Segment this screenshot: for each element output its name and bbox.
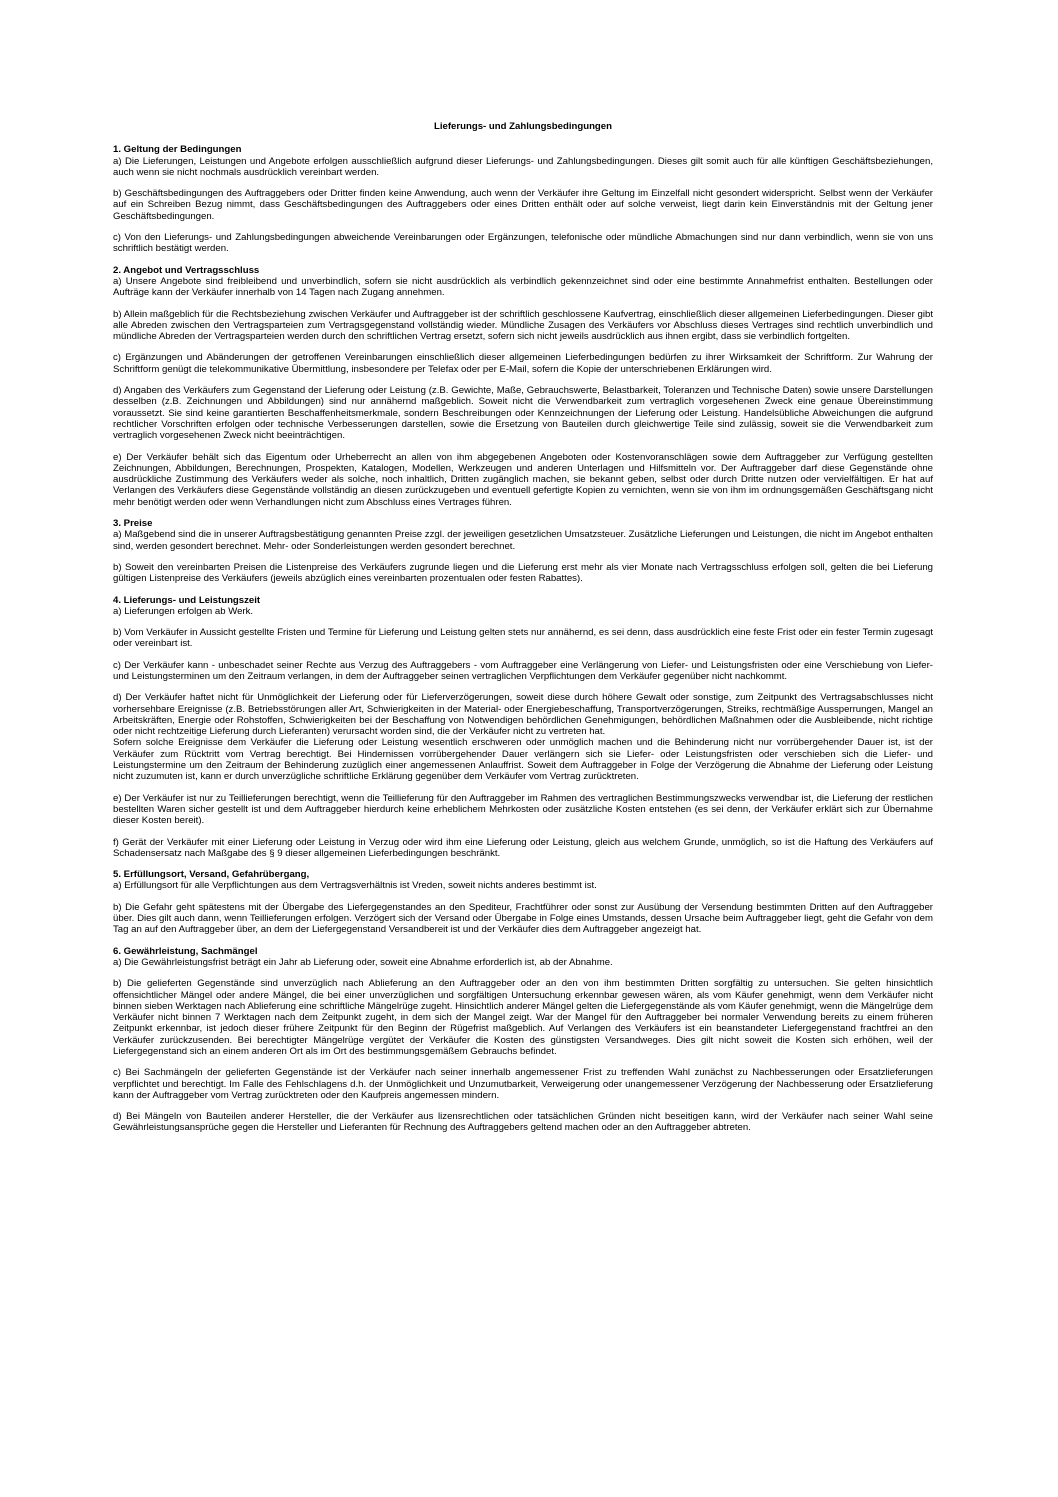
section-paragraph: a) Die Gewährleistungsfrist beträgt ein Jahr ab Lieferung oder, soweit eine Abnahme erforderlich ist, ab der Abnahme. <box>113 956 613 968</box>
section-paragraph: f) Gerät der Verkäufer mit einer Lieferung oder Leistung in Verzug oder wird ihm eine Lieferung oder Leistung, gleich aus welchem Grunde, unmöglich, so ist die Haftung des Verkäufers auf Schadensersatz nach Maßgabe des § 9 dieser allgemeinen Lieferbedingungen beschränkt. <box>113 836 933 859</box>
section-paragraph: e) Der Verkäufer behält sich das Eigentum oder Urheberrecht an allen von ihm abgegebenen Angeboten oder Kostenvoranschlägen sowie dem Auftraggeber zur Verfügung gestellten Zeichnungen, Abbildungen, Berechnungen, Prospekten, Katalogen, Modellen, Werkzeugen und anderen Unterlagen und Hilfsmitteln vor. Der Auftraggeber darf diese Gegenstände ohne ausdrückliche Zustimmung des Verkäufers weder als solche, noch inhaltlich, Dritten zugänglich machen, sie bekannt geben, selbst oder durch Dritte nutzen oder vervielfältigen. Er hat auf Verlangen des Verkäufers diese Gegenstände vollständig an diesen zurückzugeben und eventuell gefertigte Kopien zu vernichten, wenn sie von ihm im ordnungsgemäßen Geschäftsgang nicht mehr benötigt werden oder wenn Verhandlungen nicht zum Abschluss eines Vertrages führen. <box>113 451 933 508</box>
section-title: 5. Erfüllungsort, Versand, Gefahrübergang, <box>113 869 310 881</box>
section-paragraph: b) Vom Verkäufer in Aussicht gestellte Fristen und Termine für Lieferung und Leistung gelten stets nur annähernd, es sei denn, dass ausdrücklich eine feste Frist oder ein fester Termin zugesagt oder vereinbart ist. <box>113 627 933 650</box>
section-paragraph: a) Lieferungen erfolgen ab Werk. <box>113 605 254 617</box>
section-paragraph: Sofern solche Ereignisse dem Verkäufer die Lieferung oder Leistung wesentlich erschweren oder unmöglich machen und die Behinderung nicht nur vorrübergehender Dauer ist, ist der Verkäufer zum Rücktritt vom Vertrag berechtigt. Bei Hindernissen vorrübergehender Dauer verlängern sich sie Liefer- oder Leistungsfristen oder verschieben sich die Liefer- und Leistungstermine um den Zeitraum der Behinderung zuzüglich einer angemessenen Anlauffrist. Soweit dem Auftraggeber in Folge der Verzögerung die Abnahme der Lieferung oder Leistung nicht zuzumuten ist, kann er durch unverzügliche schriftliche Erklärung gegenüber dem Verkäufer vom Vertrag zurücktreten. <box>113 737 933 783</box>
section-paragraph: d) Angaben des Verkäufers zum Gegenstand der Lieferung oder Leistung (z.B. Gewichte, Maße, Gebrauchswerte, Belastbarkeit, Toleranzen und Technische Daten) sowie unsere Darstellungen desselben (z.B. Zeichnungen und Abbildungen) sind nur annähernd maßgeblich. Soweit nicht die Verwendbarkeit zum vertraglich vorgesehenen Zweck eine genaue Übereinstimmung voraussetzt. Sie sind keine garantierten Beschaffenheitsmerkmale, sondern Beschreibungen oder Kennzeichnungen der Lieferung oder Leistung. Handelsübliche Abweichungen die aufgrund rechtlicher Vorschriften erfolgen oder technische Verbesserungen darstellen, sowie die Ersetzung von Bauteilen durch gleichwertige Teile sind zulässig, soweit sie die Verwendbarkeit zum vertraglich vorgesehenen Zweck nicht beeinträchtigen. <box>113 385 933 442</box>
section-title: 2. Angebot und Vertragsschluss <box>113 264 260 276</box>
section <box>113 144 933 254</box>
section <box>113 518 933 584</box>
section-paragraph: a) Maßgebend sind die in unserer Auftragsbestätigung genannten Preise zzgl. der jeweiligen gesetzlichen Umsatzsteuer. Zusätzliche Lieferungen und Leistungen, die nicht im Angebot enthalten sind, werden gesondert berechnet. Mehr- oder Sonderleistungen werden gesondert berechnet. <box>113 529 933 552</box>
section-paragraph: c) Von den Lieferungs- und Zahlungsbedingungen abweichende Vereinbarungen oder Ergänzungen, telefonische oder mündliche Abmachungen sind nur dann verbindlich, wenn sie von uns schriftlich bestätigt werden. <box>113 232 933 255</box>
section-title: 4. Lieferungs- und Leistungszeit <box>113 594 261 606</box>
section-paragraph: d) Bei Mängeln von Bauteilen anderer Hersteller, die der Verkäufer aus lizensrechtlichen oder tatsächlichen Gründen nicht beseitigen kann, wird der Verkäufer nach seiner Wahl seine Gewährleistungsansprüche gegen die Hersteller und Lieferanten für Rechnung des Auftraggebers geltend machen oder an den Auftraggeber abtreten. <box>113 1111 933 1134</box>
section-title: 6. Gewährleistung, Sachmängel <box>113 945 258 957</box>
section <box>113 869 933 935</box>
document-page <box>113 121 933 1144</box>
section-paragraph: b) Allein maßgeblich für die Rechtsbeziehung zwischen Verkäufer und Auftraggeber ist der schriftlich geschlossene Kaufvertrag, einschließlich dieser allgemeinen Lieferbedingungen. Dieser gibt alle Abreden zwischen den Vertragsparteien zum Vertragsgegenstand vollständig wieder. Mündliche Zusagen des Verkäufers vor Abschluss dieses Vertrages sind rechtlich unverbindlich und mündliche Abreden der Vertragsparteien werden durch den schriftlichen Vertrag ersetzt, sofern sich nicht jeweils ausdrücklich aus ihnen ergibt, dass sie verbindlich fortgelten. <box>113 308 933 343</box>
section-paragraph: a) Unsere Angebote sind freibleibend und unverbindlich, sofern sie nicht ausdrücklich als verbindlich gekennzeichnet sind oder eine bestimmte Annahmefrist enthalten. Bestellungen oder Aufträge kann der Verkäufer innerhalb von 14 Tagen nach Zugang annehmen. <box>113 275 933 299</box>
section-paragraph: c) Ergänzungen und Abänderungen der getroffenen Vereinbarungen einschließlich dieser allgemeinen Lieferbedingungen bedürfen zu ihrer Wirksamkeit der Schriftform. Zur Wahrung der Schriftform genügt die telekommunikative Übermittlung, insbesondere per Telefax oder per E-Mail, sofern die Kopie der unterschriebenen Erklärungen wird. <box>113 352 933 375</box>
section-paragraph: c) Der Verkäufer kann - unbeschadet seiner Rechte aus Verzug des Auftraggebers - vom Auftraggeber eine Verlängerung von Liefer- und Leistungsfristen oder eine Verschiebung von Liefer- und Leistungsterminen um den Zeitraum verlangen, in dem der Auftraggeber seinen vertraglichen Verpflichtungen dem Verkäufer gegenüber nicht nachkommt. <box>113 659 933 682</box>
section-paragraph: b) Die Gefahr geht spätestens mit der Übergabe des Liefergegenstandes an den Spediteur, Frachtführer oder sonst zur Ausübung der Versendung bestimmten Dritten auf den Auftraggeber über. Dies gilt auch dann, wenn Teillieferungen erfolgen. Verzögert sich der Versand oder Übergabe in Folge eines Umstands, dessen Ursache beim Auftraggeber liegt, geht die Gefahr von dem Tag an auf den Auftraggeber über, an dem der Liefergegenstand Versandbereit ist und der Verkäufer dies dem Auftraggeber angezeigt hat. <box>113 901 933 936</box>
section <box>113 265 933 508</box>
section-paragraph: a) Die Lieferungen, Leistungen und Angebote erfolgen ausschließlich aufgrund dieser Lieferungs- und Zahlungsbedingungen. Dieses gilt somit auch für alle künftigen Geschäftsbeziehungen, auch wenn sie nicht nochmals ausdrücklich vereinbart werden. <box>113 155 933 178</box>
section-paragraph: d) Der Verkäufer haftet nicht für Unmöglichkeit der Lieferung oder für Lieferverzögerungen, soweit diese durch höhere Gewalt oder sonstige, zum Zeitpunkt des Vertragsabschlusses nicht vorhersehbare Ereignisse (z.B. Betriebsstörungen aller Art, Schwierigkeiten in der Material- oder Energiebeschaffung, Transportverzögerungen, Streiks, rechtmäßige Aussperrungen, Mangel an Arbeitskräften, Energie oder Rohstoffen, Schwierigkeiten bei der Beschaffung von Notwendigen behördlichen Genehmigungen, behördlichen Maßnahmen oder die Ausbleibende, nicht richtige oder nicht rechtzeitige Lieferung durch Lieferanten) verursacht worden sind, die der Verkäufer nicht zu vertreten hat. <box>113 692 933 738</box>
section-title: 3. Preise <box>113 518 153 530</box>
section-paragraph: e) Der Verkäufer ist nur zu Teillieferungen berechtigt, wenn die Teillieferung für den Auftraggeber im Rahmen des vertraglichen Bestimmungszwecks verwendbar ist, die Lieferung der restlichen bestellten Waren sicher gestellt ist und dem Auftraggeber hierdurch keine erheblichem Mehrkosten oder zusätzliche Kosten entstehen (es sei denn, der Verkäufer erklärt sich zur Übernahme dieser Kosten bereit). <box>113 792 933 827</box>
sections-container <box>113 144 933 1133</box>
section-title: 1. Geltung der Bedingungen <box>113 144 242 156</box>
section <box>113 595 933 860</box>
section <box>113 946 933 1134</box>
section-paragraph: c) Bei Sachmängeln der gelieferten Gegenstände ist der Verkäufer nach seiner innerhalb angemessener Frist zu treffenden Wahl zunächst zu Nachbesserungen oder Ersatzlieferungen verpflichtet und berechtigt. Im Falle des Fehlschlagens d.h. der Unmöglichkeit und Unzumutbarkeit, Verweigerung oder unangemessener Verzögerung der Nachbesserung oder Ersatzlieferung kann der Auftraggeber vom Vertrag zurücktreten oder den Kaufpreis angemessen mindern. <box>113 1067 933 1101</box>
section-paragraph: a) Erfüllungsort für alle Verpflichtungen aus dem Vertragsverhältnis ist Vreden, soweit nichts anderes bestimmt ist. <box>113 880 597 892</box>
section-paragraph: b) Geschäftsbedingungen des Auftraggebers oder Dritter finden keine Anwendung, auch wenn der Verkäufer ihre Geltung im Einzelfall nicht gesondert widerspricht. Selbst wenn der Verkäufer auf ein Schreiben Bezug nimmt, dass Geschäftsbedingungen des Auftraggebers oder eines Dritten enthält oder auf solche verweist, liegt darin kein Einverständnis mit der Geltung jener Geschäftsbedingungen. <box>113 188 933 222</box>
section-paragraph: b) Die gelieferten Gegenstände sind unverzüglich nach Ablieferung an den Auftraggeber oder an den von ihm bestimmten Dritten sorgfältig zu untersuchen. Sie gelten hinsichtlich offensichtlicher Mängel oder andere Mängel, die bei einer unverzüglichen und sorgfältigen Untersuchung erkennbar gewesen wären, als vom Käufer genehmigt, wenn dem Verkäufer nicht binnen sieben Werktagen nach Ablieferung eine schriftliche Mängelrüge zugeht. Hinsichtlich anderer Mängel gelten die Liefergegenstände als vom Käufer genehmigt, wenn die Mängelrüge dem Verkäufer nicht binnen 7 Werktagen nach dem Zeitpunkt zugeht, in dem sich der Mangel zeigt. War der Mangel für den Auftraggeber bei normaler Verwendung bereits zu einem früheren Zeitpunkt erkennbar, ist jedoch dieser frühere Zeitpunkt für den Beginn der Rügefrist maßgeblich. Auf Verlangen des Verkäufers ist ein beanstandeter Liefergegenstand frachtfrei an den Verkäufer zurückzusenden. Bei berechtigter Mängelrüge vergütet der Verkäufer die Kosten des günstigsten Versandweges. Dies gilt nicht soweit die Kosten sich erhöhen, weil der Liefergegenstand sich an einem anderen Ort als im Ort des bestimmungsgemäßem Gebrauchs befindet. <box>113 978 933 1057</box>
section-paragraph: b) Soweit den vereinbarten Preisen die Listenpreise des Verkäufers zugrunde liegen und die Lieferung erst mehr als vier Monate nach Vertragsschluss erfolgen soll, gelten die bei Lieferung gültigen Listenpreise des Verkäufers (jeweils abzüglich eines vereinbarten prozentualen oder festen Rabattes). <box>113 561 933 585</box>
document-title: Lieferungs- und Zahlungsbedingungen <box>433 121 612 132</box>
